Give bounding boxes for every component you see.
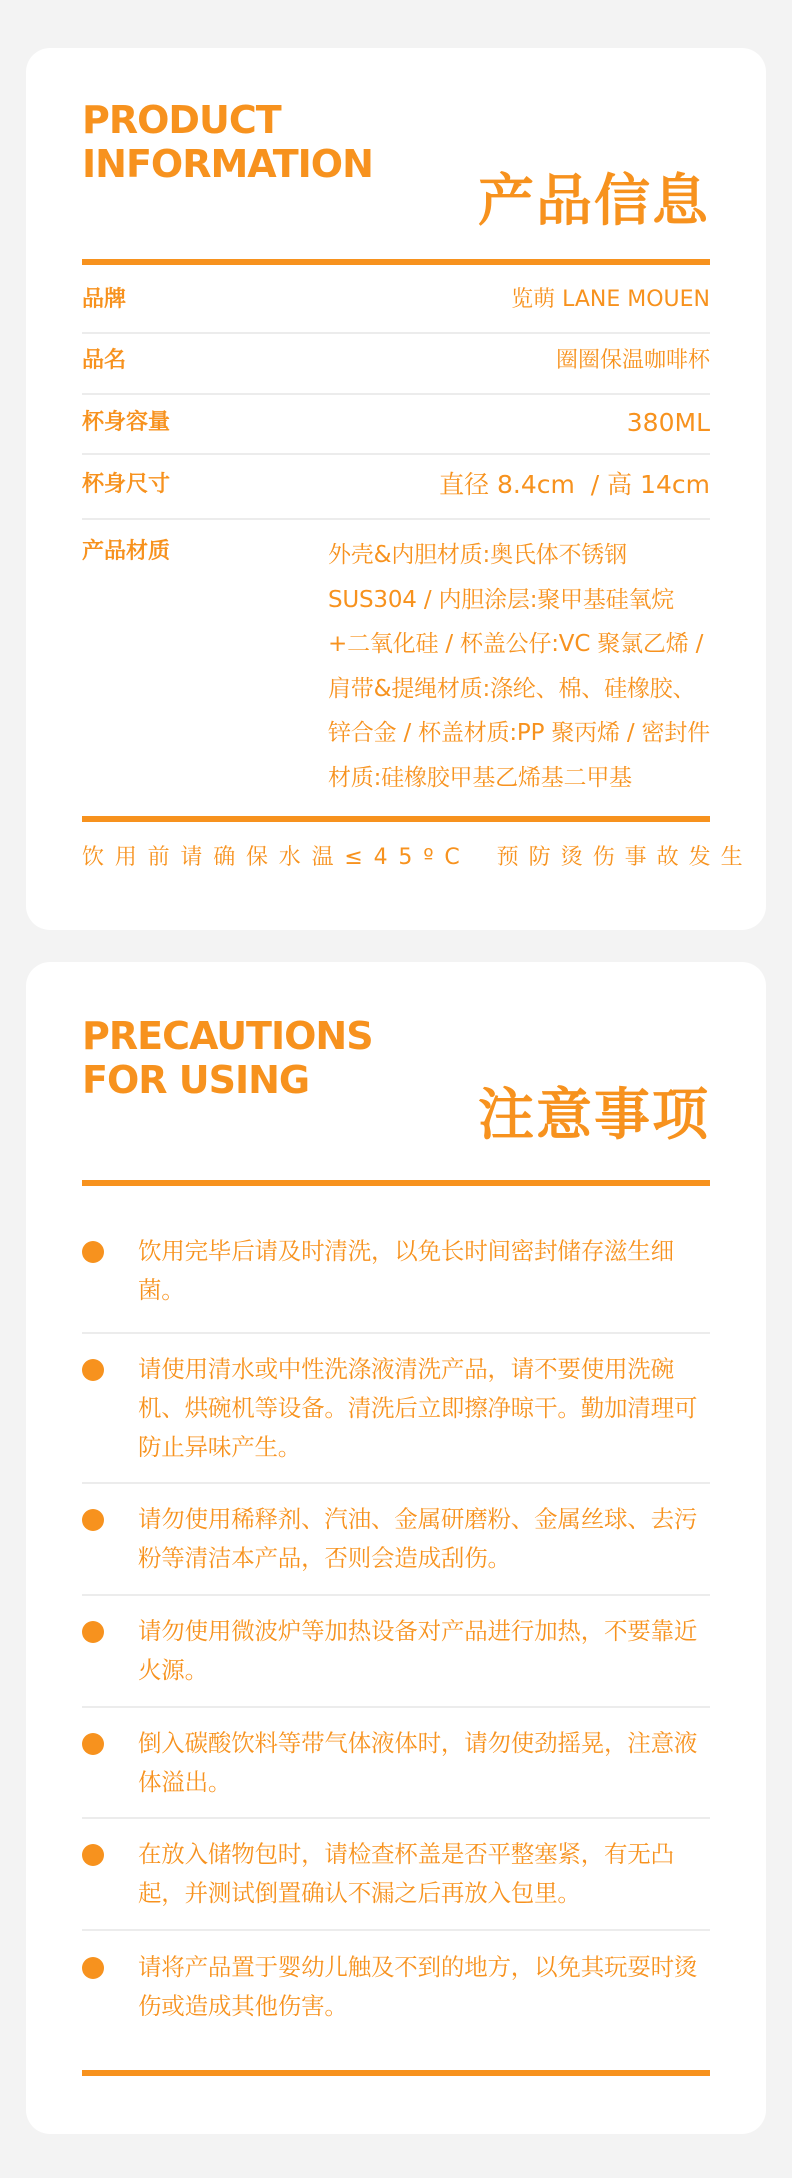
precaution-text: 请将产品置于婴幼儿触及不到的地方，以免其玩耍时烫伤或造成其他伤害。 <box>138 1953 698 2020</box>
precaution-text: 请勿使用稀释剂、汽油、金属研磨粉、金属丝球、去污粉等清洁本产品，否则会造成刮伤。 <box>138 1505 698 1572</box>
row-divider <box>82 518 710 520</box>
precautions-title-en <box>82 1014 373 1102</box>
precautions-title-en-line1: PRECAUTIONS <box>82 1014 373 1058</box>
warning-burn: 预防烫伤事故发生 <box>496 845 753 870</box>
bottom-rule <box>82 2070 710 2076</box>
precautions-card <box>26 962 766 2134</box>
precautions-title-cn: 注意事项 <box>478 1083 710 1148</box>
item-divider <box>82 1332 710 1334</box>
info-label: 杯身尺寸 <box>82 472 171 497</box>
bullet-dot <box>82 1359 104 1381</box>
item-divider <box>82 1817 710 1819</box>
item-divider <box>82 1482 710 1484</box>
info-value: 380ML <box>626 408 710 437</box>
bullet-dot <box>82 1957 104 1979</box>
title-underline <box>82 1180 710 1186</box>
row-divider <box>82 453 710 455</box>
bullet-dot <box>82 1621 104 1643</box>
precaution-text: 倒入碳酸饮料等带气体液体时，请勿使劲摇晃，注意液体溢出。 <box>138 1729 698 1796</box>
bullet-dot <box>82 1733 104 1755</box>
precaution-text: 请使用清水或中性洗涤液清洗产品，请不要使用洗碗机、烘碗机等设备。清洗后立即擦净晾干。勤加清理可防止异味产生。 <box>138 1355 698 1461</box>
product-info-card <box>26 48 766 930</box>
info-value: 览萌 LANE MOUEN <box>511 287 710 312</box>
product-info-title-en <box>82 98 373 186</box>
precautions-title-en-line2: FOR USING <box>82 1058 310 1102</box>
bottom-rule <box>82 816 710 822</box>
product-info-title-en-line2: INFORMATION <box>82 142 373 186</box>
info-label: 品名 <box>82 348 127 373</box>
info-value: 直径 8.4cm / 高 14cm <box>439 470 710 499</box>
row-divider <box>82 393 710 395</box>
title-underline <box>82 259 710 265</box>
product-info-title-en-line1: PRODUCT <box>82 98 281 142</box>
item-divider <box>82 1594 710 1596</box>
bullet-dot <box>82 1844 104 1866</box>
info-label: 杯身容量 <box>82 410 171 435</box>
item-divider <box>82 1929 710 1931</box>
temperature-warning <box>82 843 753 873</box>
warning-temperature: 饮用前请确保水温≤45ºC <box>82 845 471 870</box>
precaution-text: 饮用完毕后请及时清洗，以免长时间密封储存滋生细菌。 <box>138 1237 674 1304</box>
precaution-text: 请勿使用微波炉等加热设备对产品进行加热，不要靠近火源。 <box>138 1617 698 1684</box>
row-divider <box>82 332 710 334</box>
material-value: 外壳&内胆材质:奥氏体不锈钢SUS304 / 内胆涂层:聚甲基硅氧烷+二氧化硅 / 杯盖公仔:VC 聚氯乙烯 / 肩带&提绳材质:涤纶、棉、硅橡胶、锌合金 / 杯盖材质:PP 聚丙烯 / 密封件材质:硅橡胶甲基乙烯基二甲基 <box>328 542 710 791</box>
info-label: 品牌 <box>82 287 127 312</box>
bullet-dot <box>82 1241 104 1263</box>
precaution-text: 在放入储物包时，请检查杯盖是否平整塞紧，有无凸起，并测试倒置确认不漏之后再放入包里。 <box>138 1840 674 1907</box>
info-label: 产品材质 <box>82 539 171 564</box>
product-info-title-cn: 产品信息 <box>478 169 710 234</box>
item-divider <box>82 1706 710 1708</box>
info-value: 圈圈保温咖啡杯 <box>555 348 710 373</box>
bullet-dot <box>82 1509 104 1531</box>
